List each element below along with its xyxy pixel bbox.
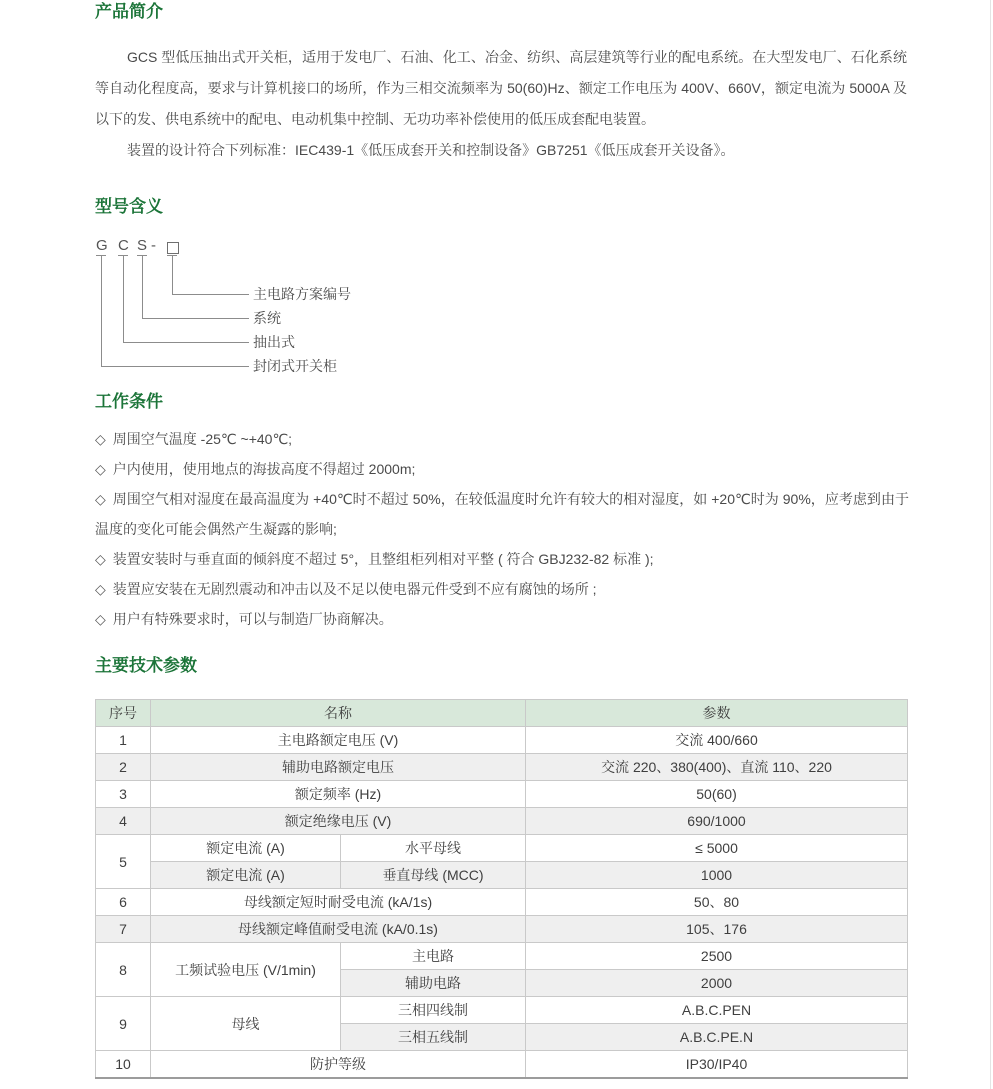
cell-name: 额定绝缘电压 (V) <box>151 808 526 835</box>
cell-param: 1000 <box>526 862 908 889</box>
cell-name: 额定电流 (A) <box>151 835 341 862</box>
diamond-bullet-icon: ◇ <box>95 581 106 597</box>
cell-param: 2000 <box>526 970 908 997</box>
cell-subname: 水平母线 <box>341 835 526 862</box>
model-placeholder-box <box>167 242 179 254</box>
cell-name: 母线额定峰值耐受电流 (kA/0.1s) <box>151 916 526 943</box>
cell-param: IP30/IP40 <box>526 1051 908 1079</box>
section-heading-model-meaning: 型号含义 <box>95 197 163 216</box>
condition-item <box>95 424 909 454</box>
cell-subname: 主电路 <box>341 943 526 970</box>
cell-no: 6 <box>96 889 151 916</box>
cell-name: 母线 <box>151 997 341 1051</box>
intro-paragraph: GCS 型低压抽出式开关柜，适用于发电厂、石油、化工、冶金、纺织、高层建筑等行业的配电系统。在大型发电厂、石化系统等自动化程度高，要求与计算机接口的场所，作为三相交流频率为 50(60)Hz、额定工作电压为 400V、660V，额定电流为 5000A 及以下的发、供电系统中的配电、电动机集中控制、无功功率补偿使用的低压成套配电装置。 <box>95 49 907 127</box>
col-header-no: 序号 <box>96 700 151 727</box>
model-char-hyphen: - <box>151 237 156 254</box>
condition-text: 装置应安装在无剧烈震动和冲击以及不足以使电器元件受到不应有腐蚀的场所 ; <box>112 581 597 597</box>
cell-param: A.B.C.PEN <box>526 997 908 1024</box>
condition-item <box>95 484 909 544</box>
cell-param: ≤ 5000 <box>526 835 908 862</box>
condition-text: 户内使用，使用地点的海拔高度不得超过 2000m; <box>112 461 416 477</box>
cell-subname: 垂直母线 (MCC) <box>341 862 526 889</box>
intro-paragraph: 装置的设计符合下列标准：IEC439-1《低压成套开关和控制设备》GB7251《低压成套开关设备》。 <box>127 142 735 158</box>
cell-name: 主电路额定电压 (V) <box>151 727 526 754</box>
model-char-c: C <box>118 237 129 254</box>
condition-text: 周围空气温度 -25℃ ~+40℃; <box>112 431 293 447</box>
condition-item <box>95 544 909 574</box>
cell-subname: 三相五线制 <box>341 1024 526 1051</box>
cell-no: 1 <box>96 727 151 754</box>
condition-item <box>95 604 909 634</box>
section-heading-product-intro: 产品简介 <box>95 2 163 21</box>
condition-text: 用户有特殊要求时，可以与制造厂协商解决。 <box>112 611 393 627</box>
table-row <box>96 1051 908 1079</box>
specs-table <box>95 699 908 1079</box>
connector-line-g <box>101 255 249 367</box>
conditions-list <box>95 424 909 634</box>
model-label-system: 系统 <box>253 310 281 326</box>
cell-subname: 三相四线制 <box>341 997 526 1024</box>
table-row <box>96 727 908 754</box>
table-row <box>96 862 908 889</box>
cell-name: 工频试验电压 (V/1min) <box>151 943 341 997</box>
table-row <box>96 943 908 970</box>
page-right-border <box>990 0 991 1089</box>
cell-param: A.B.C.PE.N <box>526 1024 908 1051</box>
section-heading-main-parameters: 主要技术参数 <box>95 656 197 675</box>
cell-name: 辅助电路额定电压 <box>151 754 526 781</box>
cell-param: 交流 220、380(400)、直流 110、220 <box>526 754 908 781</box>
col-header-name: 名称 <box>151 700 526 727</box>
cell-no: 9 <box>96 997 151 1051</box>
diamond-bullet-icon: ◇ <box>95 551 106 567</box>
diamond-bullet-icon: ◇ <box>95 611 106 627</box>
condition-text: 周围空气相对湿度在最高温度为 +40℃时不超过 50%，在较低温度时允许有较大的相对湿度，如 +20℃时为 90%，应考虑到由于温度的变化可能会偶然产生凝露的影响; <box>95 491 909 537</box>
cell-param: 690/1000 <box>526 808 908 835</box>
cell-name: 母线额定短时耐受电流 (kA/1s) <box>151 889 526 916</box>
intro-paragraphs <box>95 42 907 166</box>
cell-subname: 辅助电路 <box>341 970 526 997</box>
cell-param: 50、80 <box>526 889 908 916</box>
cell-param: 50(60) <box>526 781 908 808</box>
table-row <box>96 754 908 781</box>
cell-no: 3 <box>96 781 151 808</box>
model-label-enclosed-switchgear: 封闭式开关柜 <box>253 358 337 374</box>
cell-name: 防护等级 <box>151 1051 526 1079</box>
cell-param: 105、176 <box>526 916 908 943</box>
condition-item <box>95 454 909 484</box>
table-row <box>96 997 908 1024</box>
model-code-diagram <box>95 238 515 383</box>
diamond-bullet-icon: ◇ <box>95 491 106 507</box>
model-char-g: G <box>96 237 108 254</box>
section-heading-working-conditions: 工作条件 <box>95 392 163 411</box>
diamond-bullet-icon: ◇ <box>95 461 106 477</box>
cell-no: 10 <box>96 1051 151 1079</box>
model-label-drawout: 抽出式 <box>253 334 295 350</box>
cell-no: 5 <box>96 835 151 889</box>
table-row <box>96 916 908 943</box>
table-row <box>96 835 908 862</box>
table-row <box>96 808 908 835</box>
table-row <box>96 781 908 808</box>
cell-no: 2 <box>96 754 151 781</box>
cell-name: 额定频率 (Hz) <box>151 781 526 808</box>
table-row <box>96 889 908 916</box>
cell-name: 额定电流 (A) <box>151 862 341 889</box>
cell-no: 7 <box>96 916 151 943</box>
cell-no: 8 <box>96 943 151 997</box>
cell-param: 交流 400/660 <box>526 727 908 754</box>
diamond-bullet-icon: ◇ <box>95 431 106 447</box>
condition-item <box>95 574 909 604</box>
col-header-param: 参数 <box>526 700 908 727</box>
condition-text: 装置安装时与垂直面的倾斜度不超过 5°，且整组柜列相对平整 ( 符合 GBJ232-82 标准 ); <box>112 551 654 567</box>
cell-param: 2500 <box>526 943 908 970</box>
table-header-row <box>96 700 908 727</box>
cell-no: 4 <box>96 808 151 835</box>
model-label-scheme-number: 主电路方案编号 <box>253 286 351 302</box>
model-char-s: S <box>137 237 148 254</box>
